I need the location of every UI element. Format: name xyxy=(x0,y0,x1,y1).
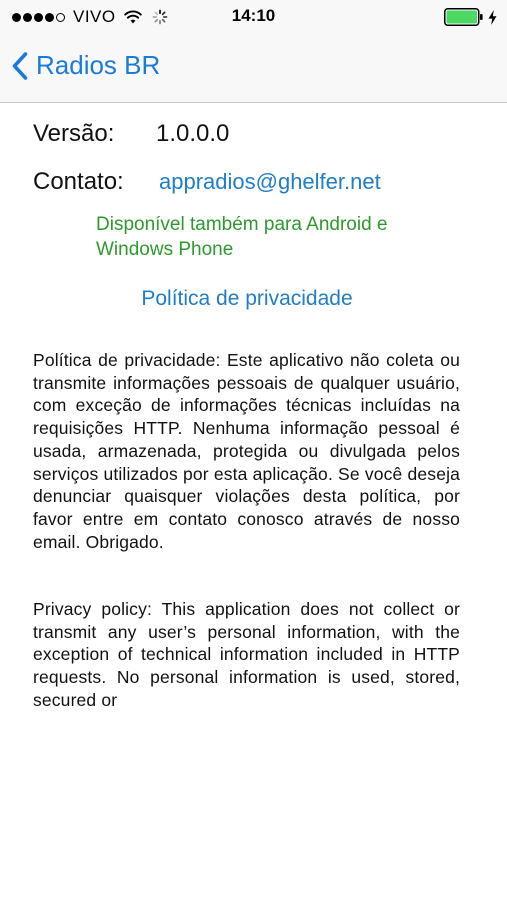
status-bar-right xyxy=(444,8,497,26)
privacy-policy-text-english: Privacy policy: This application does not collect or transmit any user’s personal information, with the exception of technical information included in HTTP requests. No personal information is used, stored, secured or xyxy=(33,599,460,710)
navigation-bar xyxy=(0,36,507,103)
status-bar-time: 14:10 xyxy=(231,6,276,25)
back-button-label[interactable]: Radios BR xyxy=(36,50,161,80)
status-bar xyxy=(0,0,507,36)
back-button[interactable] xyxy=(12,50,160,81)
battery-icon xyxy=(444,8,484,26)
version-label: Versão: xyxy=(33,120,115,147)
version-row xyxy=(33,120,230,148)
contact-email-link[interactable]: appradios@ghelfer.net xyxy=(159,169,381,194)
contact-row xyxy=(33,168,381,196)
carrier-name: VIVO xyxy=(73,7,116,26)
privacy-policy-link[interactable]: Política de privacidade xyxy=(141,287,353,310)
availability-note: Disponível também para Android e Windows Phone xyxy=(96,214,388,260)
contact-label: Contato: xyxy=(33,168,124,195)
version-value: 1.0.0.0 xyxy=(156,120,230,147)
privacy-policy-text-portuguese: Política de privacidade: Este aplicativo não coleta ou transmite informações pessoais de qualquer usuário, com exceção de informações técnicas incluídas na requisições HTTP. Nenhuma informação pessoal é usada, armazenada, protegida ou divulgada pelos serviços utilizados por esta aplicação. Se você deseja denunciar quaisquer violações desta política, por favor entre em contato conosco através de nosso email. Obrigado. xyxy=(33,350,460,552)
charging-bolt-icon xyxy=(488,10,497,25)
chevron-left-icon[interactable] xyxy=(12,52,28,80)
